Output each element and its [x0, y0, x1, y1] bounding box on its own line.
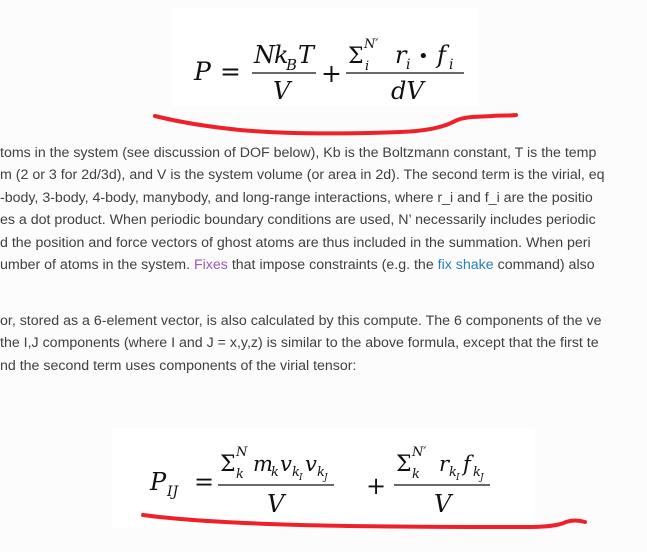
eq2-sigma-1: Σ	[220, 452, 236, 477]
eq2-lhs-sub: IJ	[167, 484, 179, 500]
paragraph1-line-6	[0, 254, 605, 276]
eq2-f: f	[463, 452, 471, 476]
eq2-m: m	[253, 452, 273, 476]
pressure-equation	[172, 8, 478, 106]
fix-shake-link[interactable]: fix shake	[437, 257, 494, 274]
eq1-f: f	[437, 41, 446, 69]
eq1-f-sub: i	[449, 57, 454, 73]
eq1-num-B: B	[286, 56, 298, 74]
paragraph1-line-6-middle: that impose constraints (e.g. the	[227, 257, 438, 274]
eq1-sigma-sub: i	[365, 59, 370, 74]
eq2-v1-sub: k	[292, 465, 300, 480]
pressure-tensor-equation-svg	[112, 428, 535, 528]
paragraph1-line-6-prefix: umber of atoms in the system.	[0, 257, 194, 274]
eq2-v1: v	[280, 452, 292, 476]
eq2-den-1: V	[267, 490, 285, 518]
eq1-num-N: N	[254, 41, 275, 69]
paragraph1-line-2: m (2 or 3 for 2d/3d), and V is the system volume (or area in 2d). The second term is the virial, eq	[0, 167, 605, 184]
paragraph1-line-6-suffix: command) also	[493, 257, 595, 274]
eq2-r-sub: k	[449, 465, 457, 480]
eq2-sigma-2: Σ	[396, 452, 412, 477]
eq1-sigma: Σ	[348, 44, 364, 69]
paragraph1-line-4: es a dot product. When periodic boundary conditions are used, N’ necessarily includes periodic	[0, 212, 596, 229]
paragraph2-line-1: or, stored as a 6-element vector, is also calculated by this compute. The 6 components of the ve	[0, 313, 602, 329]
pressure-tensor-equation	[112, 428, 535, 528]
eq2-equals: =	[194, 468, 215, 496]
eq1-r: r	[395, 41, 407, 69]
eq1-sigma-sup: N′	[364, 37, 379, 52]
eq2-f-subsub: J	[480, 473, 484, 483]
fixes-link[interactable]: Fixes	[193, 257, 228, 274]
pressure-equation-svg	[172, 8, 478, 106]
eq1-lhs: P	[194, 57, 211, 86]
pressure-tensor-paragraph	[0, 310, 601, 377]
eq1-num-T: T	[298, 41, 315, 69]
eq1-den-dV: dV	[391, 77, 424, 105]
eq2-v2: v	[305, 452, 317, 476]
eq2-r-subsub: I	[456, 473, 460, 483]
eq1-num-k: k	[274, 41, 289, 69]
paragraph1-line-3: -body, 3-body, 4-body, manybody, and long-range interactions, where r_i and f_i are the positio	[0, 189, 593, 206]
eq2-plus: +	[366, 472, 387, 500]
eq2-den-2: V	[434, 490, 452, 518]
eq2-r: r	[439, 452, 450, 476]
eq2-v1-subsub: I	[299, 473, 303, 483]
eq1-den-V: V	[273, 77, 291, 105]
compute-description-paragraph	[0, 142, 605, 276]
eq2-v2-subsub: J	[324, 473, 328, 483]
paragraph1-line-1: toms in the system (see discussion of DOF below), Kb is the Boltzmann constant, T is the temp	[0, 145, 597, 161]
eq1-equals: =	[220, 57, 241, 86]
paragraph2-line-2: the I,J components (where I and J = x,y,z) is similar to the above formula, except that the first te	[0, 335, 599, 352]
eq2-m-sub: k	[271, 465, 279, 480]
eq2-f-sub: k	[473, 465, 481, 480]
eq2-sigma-2-sup: N′	[412, 445, 427, 460]
eq2-sigma-1-sup: N	[236, 445, 248, 460]
paragraph1-line-5: d the position and force vectors of ghost atoms are thus included in the summation. When peri	[0, 234, 591, 251]
eq2-v2-sub: k	[317, 465, 325, 480]
eq2-sigma-1-sub: k	[236, 467, 244, 482]
eq1-plus: +	[321, 59, 342, 88]
eq2-sigma-2-sub: k	[412, 467, 420, 482]
eq2-lhs-P: P	[150, 468, 167, 496]
red-underline-equation1	[155, 115, 516, 133]
eq1-r-sub: i	[406, 57, 411, 73]
paragraph2-line-3: nd the second term uses components of the virial tensor:	[0, 357, 357, 374]
eq1-dot: •	[418, 46, 429, 67]
